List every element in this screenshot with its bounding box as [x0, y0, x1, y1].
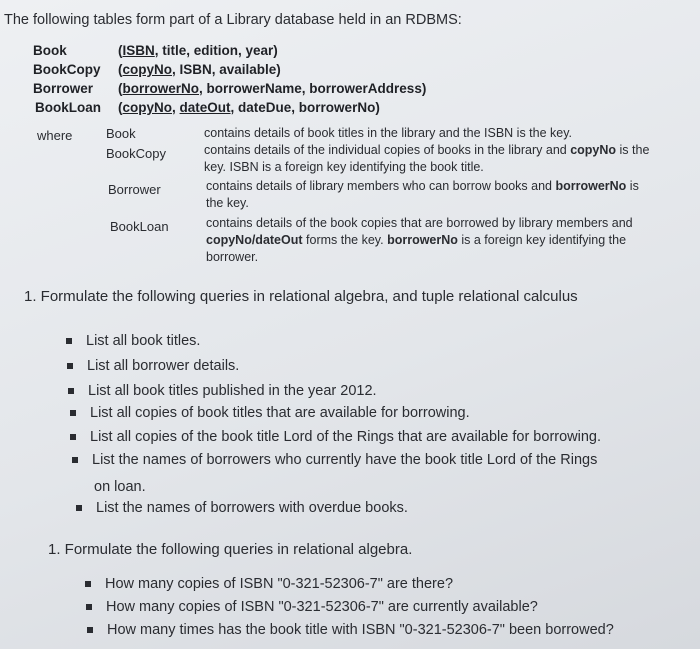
list-item — [67, 358, 239, 374]
desc-bold: copyNo — [570, 143, 617, 157]
schema-key: ISBN — [122, 43, 155, 58]
desc-line: forms the key. — [302, 233, 388, 247]
list-item-text: List the names of borrowers who currently have the book title Lord of the Rings — [92, 452, 598, 468]
schema-rest: , borrowerName, borrowerAddress) — [199, 81, 427, 96]
desc-line: contains details of the individual copies of books in the library and — [204, 143, 571, 157]
desc-text-bookloan — [206, 215, 686, 266]
bullet-icon — [86, 604, 92, 610]
list-item — [76, 500, 408, 516]
list-item — [68, 383, 377, 399]
desc-line: contains details of library members who can borrow books and — [206, 179, 556, 193]
schema-key: copyNo — [122, 62, 173, 77]
list-item — [66, 333, 200, 349]
bullet-icon — [70, 410, 76, 416]
desc-text-book: contains details of book titles in the library and the ISBN is the key. — [204, 126, 573, 140]
list-item-text: List all book titles published in the year 2012. — [88, 383, 377, 399]
bullet-icon — [70, 434, 76, 440]
schema-rest: , ISBN, available) — [172, 62, 281, 77]
schema-rest: , dateDue, borrowerNo) — [230, 100, 380, 115]
desc-bold: copyNo/dateOut — [206, 233, 303, 247]
desc-name-book: Book — [106, 126, 136, 141]
schema-key: borrowerNo — [122, 81, 200, 96]
bullet-icon — [67, 363, 73, 369]
list-item-text: How many times has the book title with ISBN "0-321-52306-7" been borrowed? — [107, 622, 614, 638]
list-item — [87, 622, 614, 638]
schema-name-bookcopy: BookCopy — [33, 62, 101, 77]
intro-text: The following tables form part of a Library database held in an RDBMS: — [4, 12, 462, 28]
section2-heading: 1. Formulate the following queries in relational algebra. — [48, 541, 413, 558]
desc-name-bookloan: BookLoan — [110, 219, 169, 234]
list-item — [86, 599, 538, 615]
list-item-text: List all copies of book titles that are available for borrowing. — [90, 405, 470, 421]
schema-key2: dateOut — [179, 100, 231, 115]
desc-line: contains details of the book copies that are borrowed by library members and — [206, 216, 633, 230]
schema-attrs-bookcopy: (copyNo, ISBN, available) — [118, 62, 281, 77]
desc-line: is the — [616, 143, 650, 157]
list-item — [70, 429, 601, 445]
desc-name-bookcopy: BookCopy — [106, 146, 166, 161]
desc-text-bookcopy — [204, 142, 674, 176]
schema-key: copyNo — [122, 100, 173, 115]
desc-line: is — [626, 179, 639, 193]
desc-name-borrower: Borrower — [108, 182, 161, 197]
desc-line: is a foreign key identifying the — [457, 233, 627, 247]
list-item-continuation: on loan. — [94, 479, 146, 495]
schema-attrs-book: (ISBN, title, edition, year) — [118, 43, 278, 58]
bullet-icon — [85, 581, 91, 587]
list-item-text: How many copies of ISBN "0-321-52306-7" are there? — [105, 576, 454, 592]
where-label: where — [37, 128, 73, 143]
bullet-icon — [68, 388, 74, 394]
schema-name-book: Book — [33, 43, 67, 58]
list-item-text: How many copies of ISBN "0-321-52306-7" are currently available? — [106, 599, 538, 615]
list-item — [70, 405, 470, 421]
list-item-text: List the names of borrowers with overdue books. — [96, 500, 408, 516]
schema-rest: , title, edition, year) — [154, 43, 278, 58]
list-item — [85, 576, 453, 592]
list-item-text: List all borrower details. — [87, 358, 240, 374]
list-item — [72, 452, 597, 468]
desc-bold: borrowerNo — [387, 233, 458, 247]
schema-attrs-bookloan: (copyNo, dateOut, dateDue, borrowerNo) — [118, 100, 380, 115]
desc-bold: borrowerNo — [555, 179, 627, 193]
bullet-icon — [72, 457, 78, 463]
desc-line: borrower. — [206, 250, 259, 264]
list-item-text: List all copies of the book title Lord of the Rings that are available for borrowing. — [90, 429, 602, 445]
bullet-icon — [87, 627, 93, 633]
list-item-text: List all book titles. — [86, 333, 201, 349]
bullet-icon — [76, 505, 82, 511]
bullet-icon — [66, 338, 72, 344]
desc-line: the key. — [206, 196, 249, 210]
schema-attrs-borrower: (borrowerNo, borrowerName, borrowerAddress) — [118, 81, 427, 96]
desc-text-borrower — [206, 178, 676, 212]
section1-heading: 1. Formulate the following queries in relational algebra, and tuple relational calculus — [24, 288, 578, 305]
desc-line: key. ISBN is a foreign key identifying the book title. — [204, 160, 484, 174]
schema-name-bookloan: BookLoan — [35, 100, 101, 115]
schema-name-borrower: Borrower — [33, 81, 94, 96]
